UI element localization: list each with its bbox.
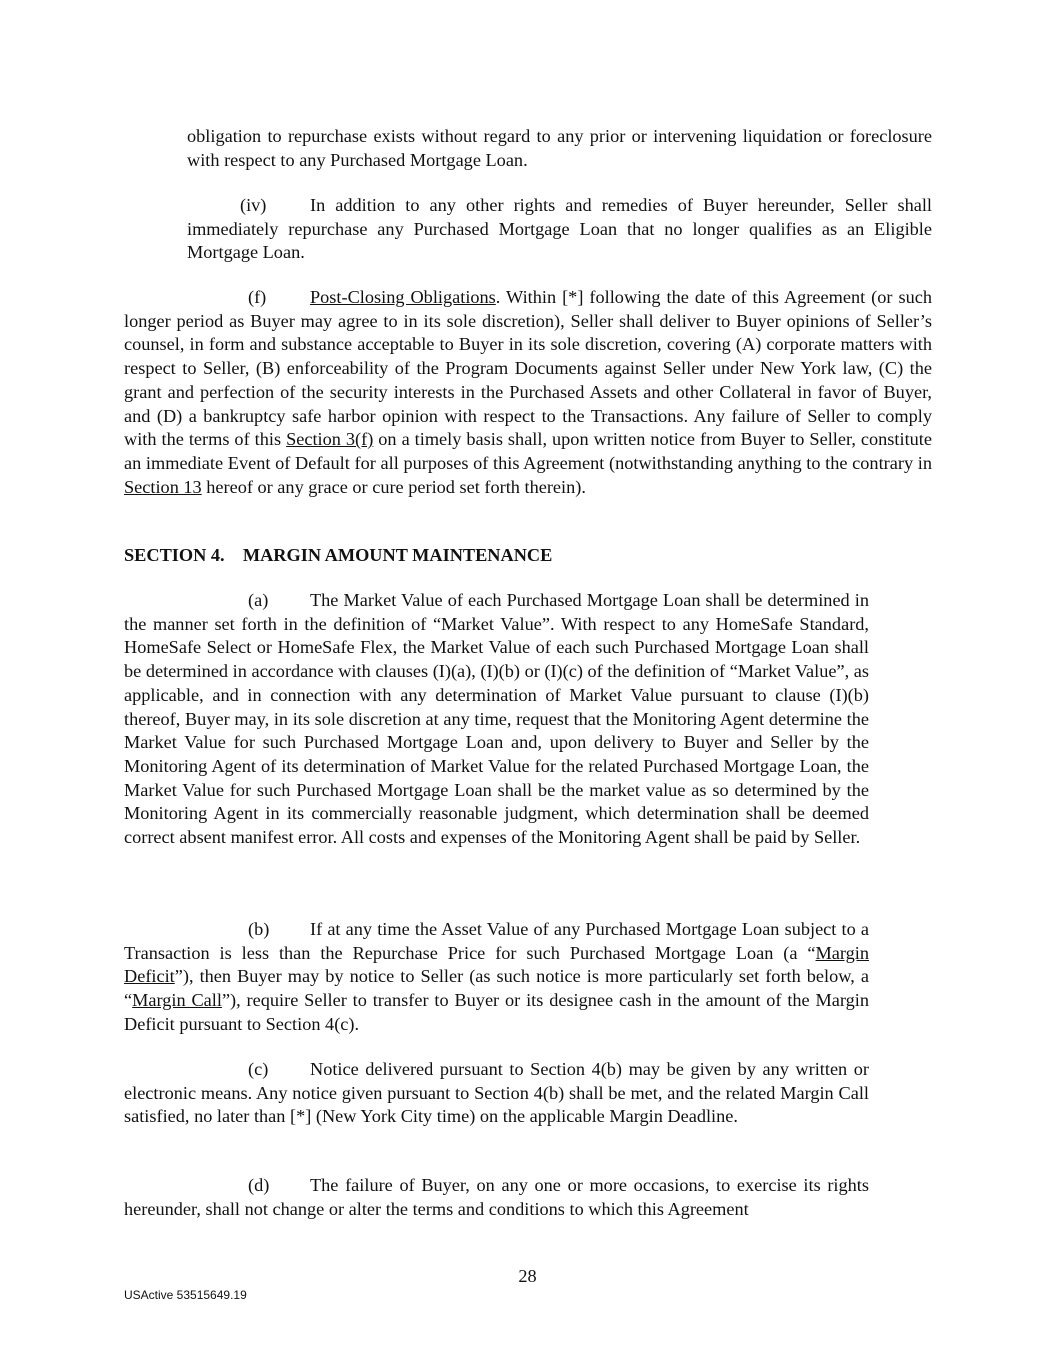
clause-d-text: The failure of Buyer, on any one or more occasions, to exercise its rights hereunder, shall not change or alter the terms and conditions to which this Agreement	[124, 1175, 869, 1219]
clause-a-label: (a)	[248, 590, 269, 610]
section-13-reference: Section 13	[124, 476, 202, 497]
section-3f-reference: Section 3(f)	[286, 429, 374, 450]
clause-iv-text: In addition to any other rights and remedies of Buyer hereunder, Seller shall immediately repurchase any Purchased Mortgage Loan that no longer qualifies as an Eligible Mortgage Loan.	[187, 195, 932, 263]
document-id: USActive 53515649.19	[124, 1288, 247, 1302]
clause-f-text-1: . Within [*] following the date of this Agreement (or such longer period as Buyer may agree to in its sole discretion), Seller shall deliver to Buyer opinions of Seller’s counsel, in form and substance acceptable to Buyer in its sole discretion, covering (A) corporate matters with respect to Seller, (B) enforceability of the Program Documents against Seller under New York law, (C) the grant and perfection of the security interests in the Purchased Assets and other Collateral in favor of Buyer, and (D) a bankruptcy safe harbor opinion with respect to the Transactions. Any failure of Seller to comply with the terms of this	[124, 287, 933, 450]
margin-deficit-term: Margin Deficit	[124, 942, 869, 987]
clause-f-text-2: on a timely basis shall, upon written notice from Buyer to Seller, constitute an immediate Event of Default for all purposes of this Agreement (notwithstanding anything to the contrary in	[124, 429, 932, 473]
clause-f-paragraph	[124, 286, 932, 499]
clause-d-paragraph	[124, 1174, 869, 1221]
margin-call-term: Margin Call	[132, 990, 222, 1011]
page-number: 28	[518, 1266, 537, 1286]
clause-b-text-2: ”), then Buyer may by notice to Seller (as such notice is more particularly set forth below, a “	[124, 966, 869, 1011]
clause-f-text-3: hereof or any grace or cure period set forth therein).	[201, 476, 586, 497]
clause-b-text-1: If at any time the Asset Value of any Purchased Mortgage Loan subject to a Transaction is less than the Repurchase Price for such Purchased Mortgage Loan (a “	[124, 919, 869, 963]
clause-f-title: Post-Closing Obligations	[310, 287, 496, 307]
clause-c-paragraph	[124, 1058, 869, 1129]
clause-iv-paragraph	[187, 194, 932, 265]
section-4-heading: SECTION 4. MARGIN AMOUNT MAINTENANCE	[124, 545, 553, 565]
clause-a-paragraph	[124, 589, 869, 850]
continuation-paragraph	[187, 125, 932, 172]
clause-b-text-3: ”), require Seller to transfer to Buyer or its designee cash in the amount of the Margin Deficit pursuant to Section 4(c).	[124, 990, 870, 1034]
clause-f-label: (f)	[248, 287, 267, 307]
clause-b-label: (b)	[248, 919, 270, 939]
clause-d-label: (d)	[248, 1175, 270, 1195]
clause-a-text: The Market Value of each Purchased Mortgage Loan shall be determined in the manner set forth in the definition of “Market Value”. With respect to any HomeSafe Standard, HomeSafe Select or HomeSafe Flex, the Market Value of each such Purchased Mortgage Loan shall be determined in accordance with clauses (I)(a), (I)(b) or (I)(c) of the definition of “Market Value”, as applicable, and in connection with any determination of Market Value pursuant to clause (I)(b) thereof, Buyer may, in its sole discretion at any time, request that the Monitoring Agent determine the Market Value for such Purchased Mortgage Loan and, upon delivery to Buyer and Seller by the Monitoring Agent of its determination of Market Value for the related Purchased Mortgage Loan, the Market Value for such Purchased Mortgage Loan shall be the market value as so determined by the Monitoring Agent in its commercially reasonable judgment, which determination shall be deemed correct absent manifest error. All costs and expenses of the Monitoring Agent shall be paid by Seller.	[124, 590, 869, 848]
clause-iv-label: (iv)	[240, 195, 267, 215]
continuation-text: obligation to repurchase exists without regard to any prior or intervening liquidation or foreclosure with respect to any Purchased Mortgage Loan.	[187, 126, 932, 170]
clause-c-label: (c)	[248, 1059, 269, 1079]
clause-c-text: Notice delivered pursuant to Section 4(b) may be given by any written or electronic means. Any notice given pursuant to Section 4(b) shall be met, and the related Margin Call satisfied, no later than [*] (New York City time) on the applicable Margin Deadline.	[124, 1059, 869, 1127]
clause-b-paragraph	[124, 918, 869, 1037]
